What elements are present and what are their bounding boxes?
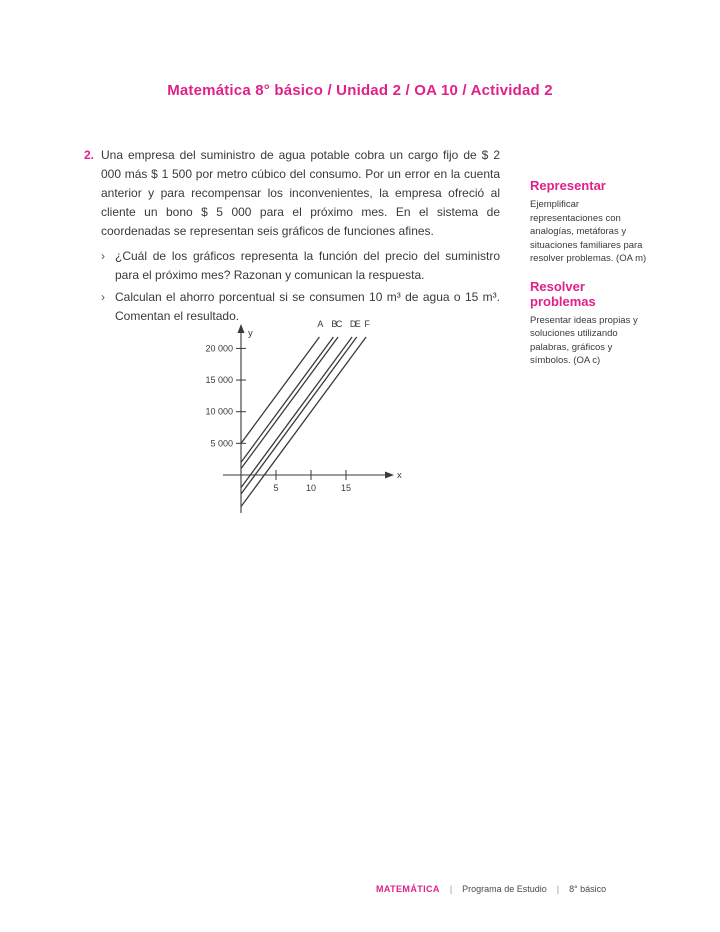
function-line-label-D: D <box>349 319 357 329</box>
function-line-C <box>241 337 338 469</box>
page-title: Matemática 8° básico / Unidad 2 / OA 10 / Actividad 2 <box>167 82 553 99</box>
activity-body <box>101 146 500 329</box>
y-tick-label: 5 000 <box>210 438 233 449</box>
footer-brand: MATEMÁTICA <box>376 884 440 894</box>
bullet-marker: › <box>101 249 105 263</box>
footer-separator: | <box>556 884 560 894</box>
margin-note-section <box>530 279 650 368</box>
affine-functions-chart <box>186 316 406 526</box>
activity-number: 2. <box>84 148 95 162</box>
footer-separator: | <box>449 884 453 894</box>
bullet-item <box>101 247 500 285</box>
x-tick-label: 15 <box>340 483 352 493</box>
x-tick-label: 10 <box>305 483 317 493</box>
y-tick-label: 10 000 <box>205 406 233 417</box>
x-axis-label: x <box>397 470 402 481</box>
y-axis-arrow <box>238 324 245 333</box>
y-tick-label: 20 000 <box>205 343 233 354</box>
footer-grade: 8° básico <box>569 884 607 894</box>
margin-note-section <box>530 178 650 266</box>
y-axis-label: y <box>248 328 253 339</box>
activity-block <box>84 146 500 329</box>
y-tick-label: 15 000 <box>205 375 233 386</box>
function-line-label-C: C <box>335 319 343 329</box>
x-axis-arrow <box>385 472 394 479</box>
margin-note-heading: Resolver problemas <box>530 278 596 309</box>
margin-note-body: Presentar ideas propias y soluciones utilizando palabras, gráficos y símbolos. (OA c) <box>530 314 638 366</box>
page-footer <box>376 884 606 894</box>
bullet-marker: › <box>101 290 105 304</box>
bullet-text: ¿Cuál de los gráficos representa la función del precio del suministro para el próximo mes? Razonan y comunican la respuesta. <box>115 249 500 282</box>
activity-item <box>84 146 500 329</box>
function-line-label-F: F <box>364 319 370 329</box>
footer-program: Programa de Estudio <box>462 884 547 894</box>
chart-container <box>186 316 406 526</box>
function-line-A <box>241 337 319 443</box>
activity-paragraph: Una empresa del suministro de agua potable cobra un cargo fijo de $ 2 000 más $ 1 500 por metro cúbico del consumo. Por un error en la cuenta anterior y para recompensar los inconvenientes, la empresa ofreció al cliente un bono $ 5 000 para el próximo mes. En el sistema de coordenadas se representan seis gráficos de funciones afines. <box>101 148 500 238</box>
function-line-label-E: E <box>354 319 361 329</box>
x-tick-label: 5 <box>273 483 279 493</box>
function-line-D <box>241 337 352 488</box>
function-line-F <box>241 337 366 507</box>
function-line-E <box>241 337 357 494</box>
function-line-label-A: A <box>317 319 324 329</box>
margin-note-body: Ejemplificar representaciones con analogías, metáforas y situaciones familiares para resolver problemas. (OA m) <box>530 199 647 264</box>
margin-notes <box>530 178 650 381</box>
margin-note-heading: Representar <box>530 178 606 193</box>
bullet-text: Calculan el ahorro porcentual si se consumen 10 m³ de agua o 15 m³. Comentan el resultado. <box>115 290 500 323</box>
function-line-label-B: B <box>331 319 338 329</box>
